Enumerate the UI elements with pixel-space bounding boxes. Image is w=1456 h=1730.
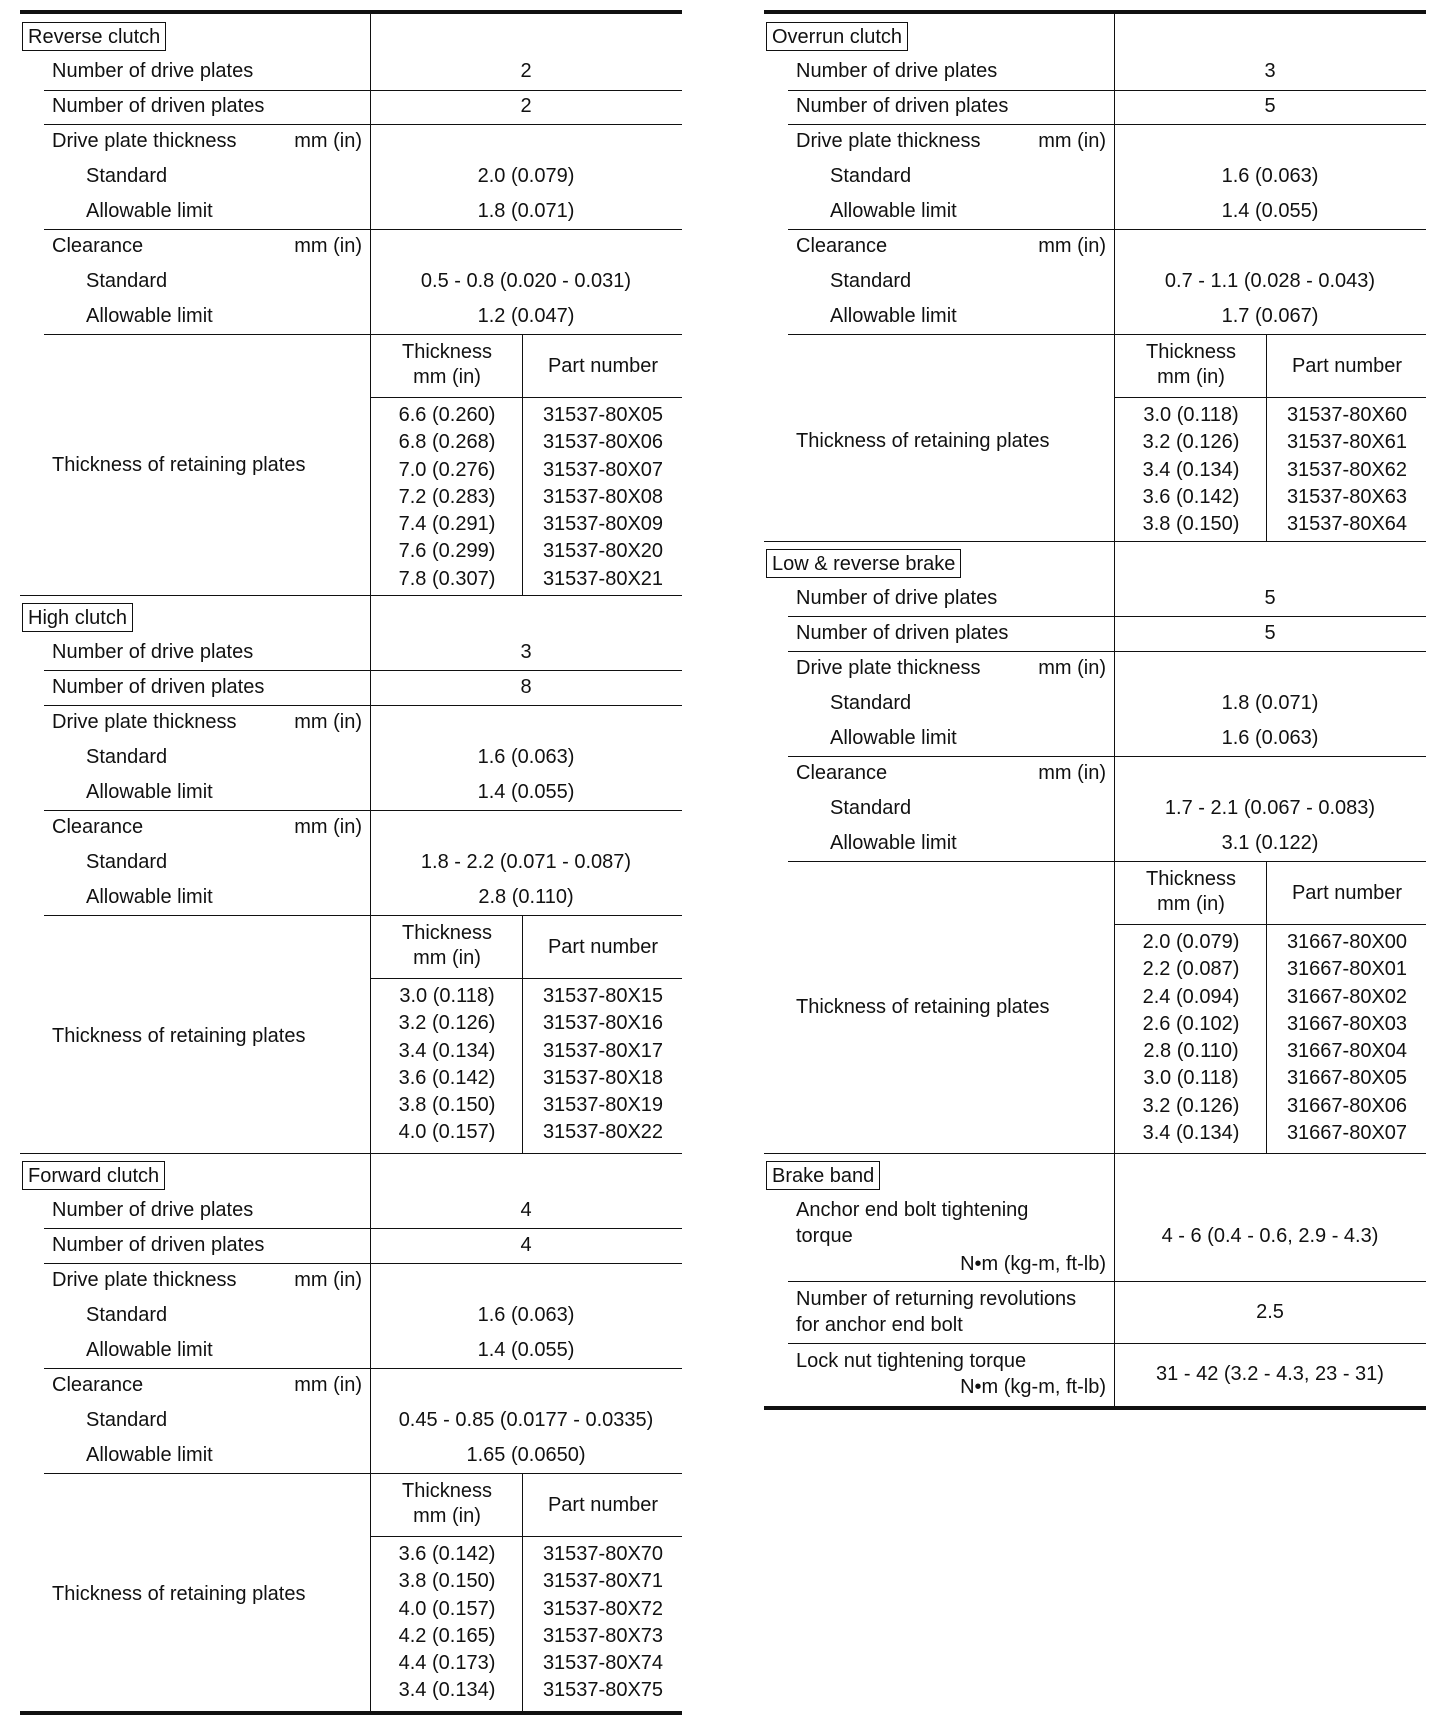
section-rule [764, 541, 1426, 542]
anchor-torque-label-line2: torque [796, 1225, 853, 1247]
drive-plates-value: 4 [520, 1199, 532, 1221]
part-item: 31537-80X73 [542, 1624, 664, 1647]
drive-plates-value: 3 [520, 641, 532, 663]
drive-thickness-label: Drive plate thickness [52, 1269, 237, 1291]
part-number-header: Part number [547, 355, 659, 377]
allowable-label: Allowable limit [86, 1339, 213, 1361]
row-rule [44, 1473, 682, 1474]
row-rule [788, 1281, 1426, 1282]
part-item: 31537-80X17 [542, 1039, 664, 1062]
row-rule [44, 90, 682, 91]
standard-label: Standard [86, 165, 168, 187]
part-item: 31537-80X62 [1286, 458, 1408, 481]
top-rule [764, 10, 1426, 14]
locknut-torque-value: 31 - 42 (3.2 - 4.3, 23 - 31) [1156, 1363, 1384, 1385]
subtable-divider [1266, 862, 1267, 1153]
thickness-item: 6.8 (0.268) [398, 431, 496, 454]
drive-thickness-standard: 1.6 (0.063) [477, 1304, 575, 1326]
row-rule [44, 334, 682, 335]
thickness-item: 7.8 (0.307) [398, 567, 496, 590]
part-item: 31537-80X08 [542, 485, 664, 508]
part-item: 31537-80X20 [542, 540, 664, 563]
clearance-limit: 1.65 (0.0650) [466, 1444, 586, 1466]
allowable-label: Allowable limit [830, 727, 957, 749]
part-item: 31537-80X18 [542, 1066, 664, 1089]
standard-label: Standard [86, 746, 168, 768]
row-rule [44, 229, 682, 230]
row-rule [788, 124, 1426, 125]
returning-revolutions-value: 2.5 [1256, 1301, 1284, 1323]
thickness-header: Thickness mm (in) [401, 341, 493, 388]
thickness-item: 2.2 (0.087) [1142, 958, 1240, 981]
part-item: 31667-80X00 [1286, 931, 1408, 953]
clearance-standard: 0.7 - 1.1 (0.028 - 0.043) [1164, 270, 1376, 292]
subtable-divider [522, 1474, 523, 1711]
thickness-item: 3.6 (0.142) [398, 1543, 496, 1565]
thickness-header: Thickness mm (in) [401, 922, 493, 969]
thickness-item: 4.0 (0.157) [398, 1121, 496, 1144]
section-title: Forward clutch [22, 1161, 165, 1190]
clearance-label: Clearance [52, 235, 144, 257]
row-rule [788, 229, 1426, 230]
thickness-item: 3.2 (0.126) [1142, 431, 1240, 454]
thickness-item: 3.4 (0.134) [1142, 458, 1240, 481]
allowable-label: Allowable limit [830, 200, 957, 222]
clearance-label: Clearance [796, 762, 888, 784]
bottom-rule [20, 1711, 682, 1715]
drive-plates-value: 3 [1264, 60, 1276, 82]
part-number-header: Part number [1291, 355, 1403, 377]
drive-plates-label: Number of drive plates [796, 587, 998, 609]
drive-thickness-label: Drive plate thickness [52, 130, 237, 152]
retaining-plates-label: Thickness of retaining plates [52, 454, 306, 476]
thickness-item: 4.0 (0.157) [398, 1597, 496, 1620]
standard-label: Standard [86, 270, 168, 292]
row-rule [788, 616, 1426, 617]
part-item: 31537-80X75 [542, 1679, 664, 1702]
thickness-header: Thickness mm (in) [401, 1480, 493, 1527]
thickness-item: 4.2 (0.165) [398, 1624, 496, 1647]
driven-plates-value: 2 [520, 95, 532, 117]
driven-plates-value: 4 [520, 1234, 532, 1256]
part-item: 31537-80X74 [542, 1652, 664, 1675]
part-list [524, 1541, 682, 1705]
clearance-standard: 0.45 - 0.85 (0.0177 - 0.0335) [398, 1409, 654, 1431]
thickness-item: 3.6 (0.142) [1142, 485, 1240, 508]
row-rule [788, 1343, 1426, 1344]
clearance-limit: 2.8 (0.110) [478, 886, 574, 908]
unit-label: mm (in) [294, 130, 362, 152]
thickness-item: 3.6 (0.142) [398, 1066, 496, 1089]
thickness-item: 3.2 (0.126) [1142, 1094, 1240, 1117]
allowable-label: Allowable limit [86, 1444, 213, 1466]
part-item: 31537-80X06 [542, 431, 664, 454]
thickness-item: 2.6 (0.102) [1142, 1012, 1240, 1035]
section-rule [20, 595, 682, 596]
clearance-standard: 1.7 - 2.1 (0.067 - 0.083) [1164, 797, 1376, 819]
drive-plates-value: 2 [520, 60, 532, 82]
driven-plates-label: Number of driven plates [52, 95, 265, 117]
subtable-rule [1114, 397, 1426, 398]
thickness-item: 7.6 (0.299) [398, 540, 496, 563]
anchor-torque-value: 4 - 6 (0.4 - 0.6, 2.9 - 4.3) [1161, 1225, 1379, 1247]
part-list [1268, 402, 1426, 538]
drive-thickness-label: Drive plate thickness [796, 657, 981, 679]
drive-thickness-limit: 1.8 (0.071) [477, 200, 575, 222]
unit-label: mm (in) [294, 1374, 362, 1396]
thickness-item: 3.8 (0.150) [398, 1570, 496, 1593]
unit-label: mm (in) [294, 1269, 362, 1291]
part-item: 31667-80X01 [1286, 958, 1408, 981]
standard-label: Standard [830, 165, 912, 187]
thickness-item: 3.4 (0.134) [398, 1039, 496, 1062]
part-item: 31537-80X09 [542, 513, 664, 536]
row-rule [44, 1228, 682, 1229]
retaining-plates-label: Thickness of retaining plates [52, 1025, 306, 1047]
subtable-rule [370, 978, 682, 979]
allowable-label: Allowable limit [830, 305, 957, 327]
drive-thickness-limit: 1.4 (0.055) [477, 1339, 575, 1361]
driven-plates-value: 5 [1264, 622, 1276, 644]
allowable-label: Allowable limit [86, 305, 213, 327]
driven-plates-label: Number of driven plates [52, 1234, 265, 1256]
thickness-item: 3.0 (0.118) [1143, 1067, 1239, 1090]
thickness-item: 4.4 (0.173) [398, 1652, 496, 1675]
clearance-label: Clearance [796, 235, 888, 257]
part-item: 31537-80X16 [542, 1012, 664, 1035]
retaining-plates-label: Thickness of retaining plates [52, 1583, 306, 1605]
part-item: 31537-80X70 [542, 1543, 664, 1565]
subtable-divider [522, 335, 523, 595]
returning-revolutions-label-line1: Number of returning revolutions [796, 1288, 1077, 1310]
drive-thickness-label: Drive plate thickness [796, 130, 981, 152]
subtable-divider [522, 916, 523, 1153]
part-item: 31537-80X07 [542, 458, 664, 481]
torque-unit-label: N•m (kg-m, ft-lb) [960, 1376, 1106, 1398]
part-item: 31667-80X06 [1286, 1094, 1408, 1117]
drive-thickness-limit: 1.6 (0.063) [1221, 727, 1319, 749]
part-item: 31537-80X22 [542, 1121, 664, 1144]
part-item: 31667-80X05 [1286, 1067, 1408, 1090]
drive-thickness-limit: 1.4 (0.055) [477, 781, 575, 803]
part-item: 31537-80X72 [542, 1597, 664, 1620]
subtable-divider [1266, 335, 1267, 541]
row-rule [44, 810, 682, 811]
part-list [524, 402, 682, 593]
thickness-item: 6.6 (0.260) [398, 404, 496, 426]
drive-thickness-standard: 1.6 (0.063) [1221, 165, 1319, 187]
part-item: 31667-80X07 [1286, 1122, 1408, 1145]
clearance-label: Clearance [52, 816, 144, 838]
thickness-item: 2.0 (0.079) [1142, 931, 1240, 953]
section-title: High clutch [22, 603, 133, 632]
subtable-rule [370, 1536, 682, 1537]
clearance-standard: 1.8 - 2.2 (0.071 - 0.087) [420, 851, 632, 873]
clearance-limit: 1.2 (0.047) [477, 305, 575, 327]
thickness-item: 3.4 (0.134) [398, 1679, 496, 1702]
retaining-plates-label: Thickness of retaining plates [796, 430, 1050, 452]
row-rule [44, 124, 682, 125]
row-rule [788, 90, 1426, 91]
thickness-list [1116, 402, 1266, 538]
part-item: 31537-80X19 [542, 1094, 664, 1117]
part-list [524, 983, 682, 1147]
allowable-label: Allowable limit [830, 832, 957, 854]
allowable-label: Allowable limit [86, 781, 213, 803]
row-rule [44, 915, 682, 916]
row-rule [44, 705, 682, 706]
section-title: Overrun clutch [766, 22, 908, 51]
subtable-rule [1114, 924, 1426, 925]
thickness-item: 3.8 (0.150) [1142, 513, 1240, 536]
row-rule [44, 670, 682, 671]
standard-label: Standard [830, 692, 912, 714]
section-rule [20, 1153, 682, 1154]
unit-label: mm (in) [1038, 657, 1106, 679]
thickness-item: 7.2 (0.283) [398, 485, 496, 508]
part-item: 31537-80X05 [542, 404, 664, 426]
drive-plates-label: Number of drive plates [52, 1199, 254, 1221]
thickness-item: 3.0 (0.118) [399, 985, 495, 1007]
thickness-item: 3.4 (0.134) [1142, 1122, 1240, 1145]
thickness-item: 2.8 (0.110) [1143, 1040, 1239, 1063]
drive-plates-label: Number of drive plates [52, 60, 254, 82]
thickness-list [1116, 929, 1266, 1147]
subtable-rule [370, 397, 682, 398]
unit-label: mm (in) [1038, 762, 1106, 784]
thickness-list [372, 1541, 522, 1705]
thickness-item: 3.0 (0.118) [1143, 404, 1239, 426]
thickness-header: Thickness mm (in) [1145, 341, 1237, 388]
drive-thickness-standard: 1.6 (0.063) [477, 746, 575, 768]
clearance-standard: 0.5 - 0.8 (0.020 - 0.031) [420, 270, 632, 292]
unit-label: mm (in) [294, 235, 362, 257]
driven-plates-label: Number of driven plates [796, 622, 1009, 644]
row-rule [788, 334, 1426, 335]
row-rule [44, 1368, 682, 1369]
unit-label: mm (in) [1038, 130, 1106, 152]
part-item: 31667-80X03 [1286, 1012, 1408, 1035]
thickness-item: 7.4 (0.291) [398, 513, 496, 536]
part-item: 31667-80X04 [1286, 1040, 1408, 1063]
allowable-label: Allowable limit [86, 886, 213, 908]
drive-thickness-limit: 1.4 (0.055) [1221, 200, 1319, 222]
allowable-label: Allowable limit [86, 200, 213, 222]
thickness-list [372, 983, 522, 1147]
clearance-label: Clearance [52, 1374, 144, 1396]
part-item: 31537-80X71 [542, 1570, 664, 1593]
thickness-item: 7.0 (0.276) [398, 458, 496, 481]
standard-label: Standard [86, 851, 168, 873]
top-rule [20, 10, 682, 14]
part-item: 31537-80X15 [542, 985, 664, 1007]
part-item: 31537-80X61 [1286, 431, 1408, 454]
standard-label: Standard [830, 797, 912, 819]
drive-plates-value: 5 [1264, 587, 1276, 609]
thickness-item: 2.4 (0.094) [1142, 985, 1240, 1008]
row-rule [788, 756, 1426, 757]
anchor-torque-label-line1: Anchor end bolt tightening [796, 1199, 1029, 1221]
part-number-header: Part number [1291, 882, 1403, 904]
unit-label: mm (in) [294, 711, 362, 733]
part-item: 31537-80X64 [1286, 513, 1408, 536]
locknut-torque-label: Lock nut tightening torque [796, 1350, 1027, 1372]
drive-thickness-standard: 1.8 (0.071) [1221, 692, 1319, 714]
thickness-list [372, 402, 522, 593]
part-item: 31537-80X63 [1286, 485, 1408, 508]
driven-plates-value: 5 [1264, 95, 1276, 117]
clearance-limit: 3.1 (0.122) [1221, 832, 1319, 854]
standard-label: Standard [86, 1409, 168, 1431]
drive-plates-label: Number of drive plates [796, 60, 998, 82]
part-number-header: Part number [547, 936, 659, 958]
unit-label: mm (in) [1038, 235, 1106, 257]
part-item: 31667-80X02 [1286, 985, 1408, 1008]
driven-plates-value: 8 [520, 676, 532, 698]
part-number-header: Part number [547, 1494, 659, 1516]
section-title: Brake band [766, 1161, 880, 1190]
part-list [1268, 929, 1426, 1147]
drive-thickness-standard: 2.0 (0.079) [477, 165, 575, 187]
clearance-limit: 1.7 (0.067) [1221, 305, 1319, 327]
drive-thickness-label: Drive plate thickness [52, 711, 237, 733]
retaining-plates-label: Thickness of retaining plates [796, 996, 1050, 1018]
drive-plates-label: Number of drive plates [52, 641, 254, 663]
part-item: 31537-80X21 [542, 567, 664, 590]
row-rule [788, 861, 1426, 862]
unit-label: mm (in) [294, 816, 362, 838]
thickness-header: Thickness mm (in) [1145, 868, 1237, 915]
thickness-item: 3.2 (0.126) [398, 1012, 496, 1035]
returning-revolutions-label-line2: for anchor end bolt [796, 1314, 963, 1336]
bottom-rule [764, 1406, 1426, 1410]
torque-unit-label: N•m (kg-m, ft-lb) [960, 1253, 1106, 1275]
section-rule [764, 1153, 1426, 1154]
driven-plates-label: Number of driven plates [52, 676, 265, 698]
row-rule [788, 651, 1426, 652]
section-title: Low & reverse brake [766, 549, 961, 578]
section-title: Reverse clutch [22, 22, 166, 51]
part-item: 31537-80X60 [1286, 404, 1408, 426]
driven-plates-label: Number of driven plates [796, 95, 1009, 117]
row-rule [44, 1263, 682, 1264]
standard-label: Standard [830, 270, 912, 292]
standard-label: Standard [86, 1304, 168, 1326]
thickness-item: 3.8 (0.150) [398, 1094, 496, 1117]
